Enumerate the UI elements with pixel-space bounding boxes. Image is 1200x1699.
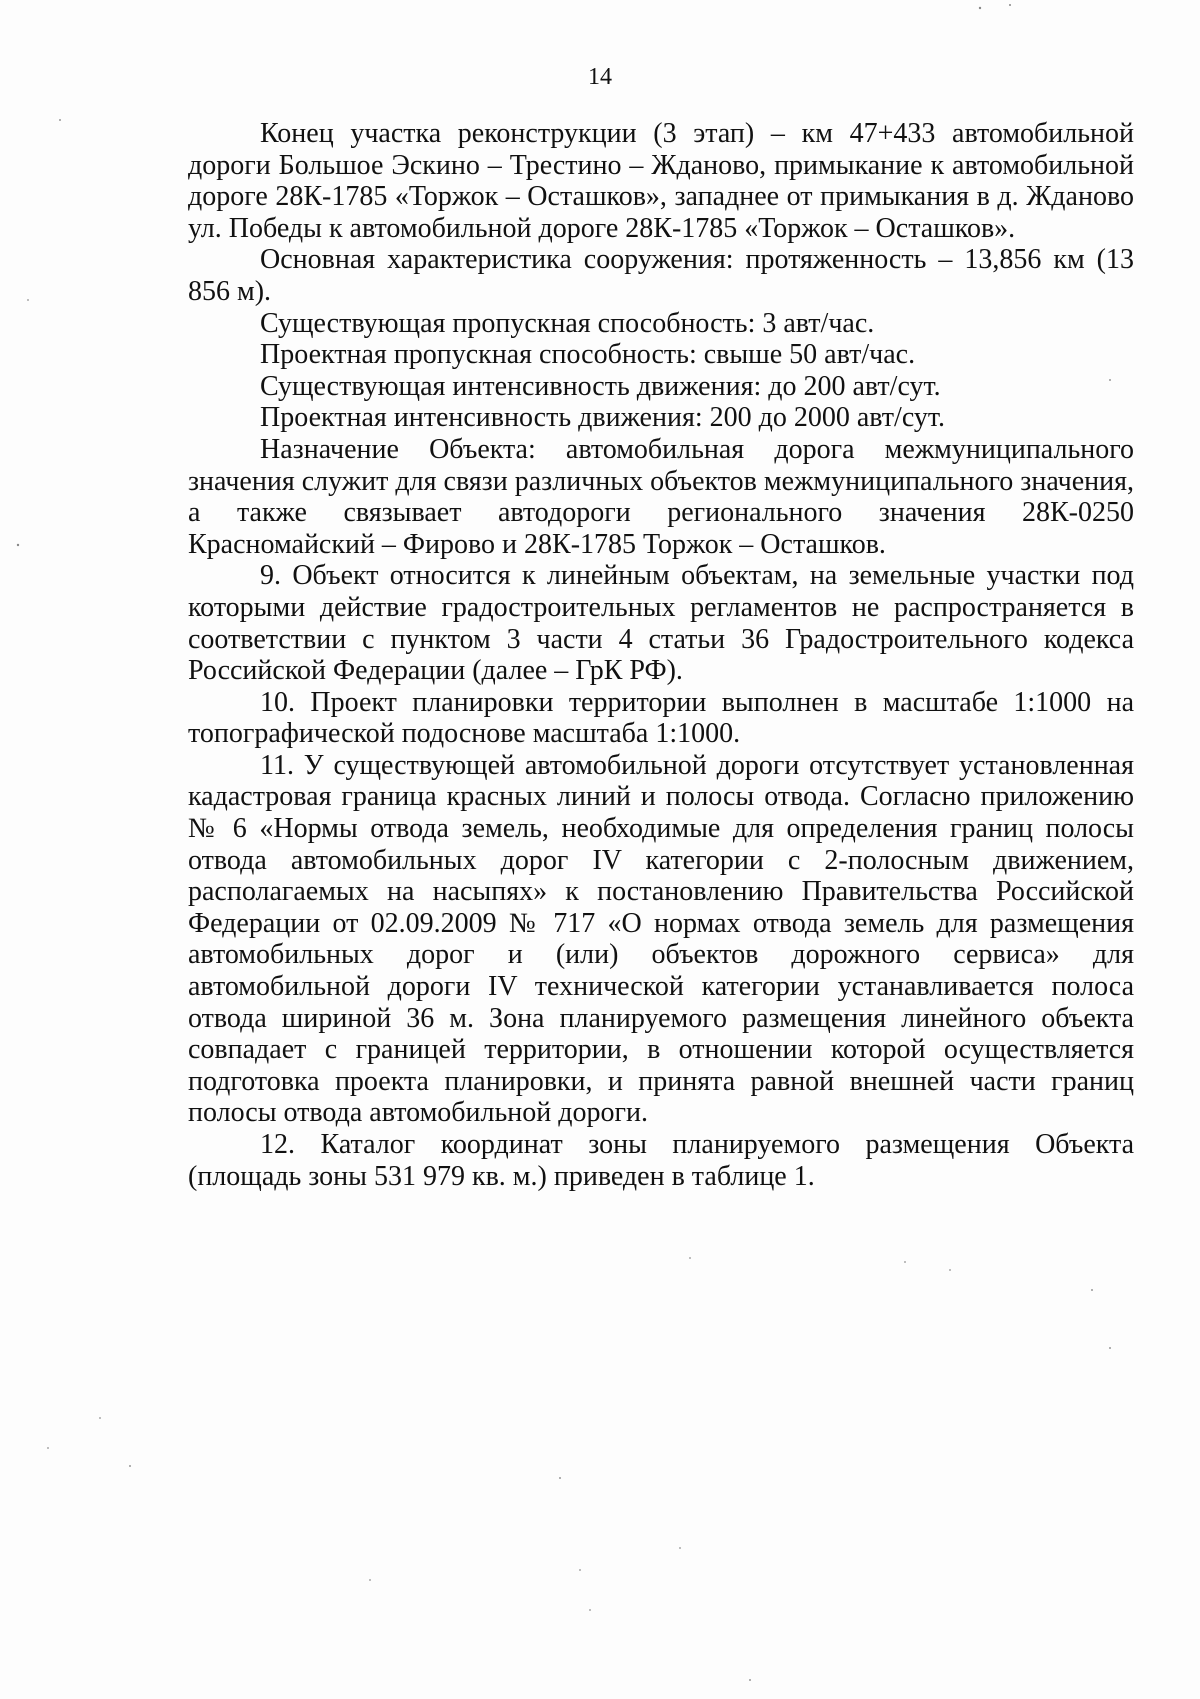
page-number: 14 xyxy=(588,64,612,90)
paragraph-main-characteristic: Основная характеристика сооружения: протяженность – 13,856 км (13 856 м). xyxy=(188,244,1134,307)
paragraph-existing-capacity: Существующая пропускная способность: 3 авт/час. xyxy=(260,307,875,339)
paragraph-item-10: 10. Проект планировки территории выполнен в масштабе 1:1000 на топографической подоснове масштаба 1:1000. xyxy=(188,686,1134,750)
paragraph-road-section-end: Конец участка реконструкции (3 этап) – км 47+433 автомобильной дороги Большое Эскино – Трестино – Жданово, примыкание к автомобильной дороге 28К-1785 «Торжок – Осташков», западнее от примыкания в д. Жданово ул. Победы к автомобильной дороге 28К-1785 «Торжок – Осташков». xyxy=(188,118,1134,244)
paragraph-design-capacity: Проектная пропускная способность: свыше 50 авт/час. xyxy=(260,339,916,371)
paragraph-item-11: 11. У существующей автомобильной дороги отсутствует установленная кадастровая граница красных линий и полосы отвода. Согласно приложению № 6 «Нормы отвода земель, необходимые для определения границ полосы отвода автомобильных дорог IV категории с 2-полосным движением, располагаемых на насыпях» к постановлению Правительства Российской Федерации от 02.09.2009 № 717 «О нормах отвода земель для размещения автомобильных дорог и (или) объектов дорожного сервиса» для автомобильной дороги IV технической категории устанавливается полоса отвода шириной 36 м. Зона планируемого размещения линейного объекта совпадает с границей территории, в отношении которой осуществляется подготовка проекта планировки, и принята равной внешней части границ полосы отвода автомобильной дороги. xyxy=(188,749,1134,1129)
paragraph-item-12: 12. Каталог координат зоны планируемого размещения Объекта (площадь зоны 531 979 кв. м.) приведен в таблице 1. xyxy=(188,1129,1134,1192)
paragraph-item-9: 9. Объект относится к линейным объектам, на земельные участки под которыми действие градостроительных регламентов не распространяется в соответствии с пунктом 3 части 4 статьи 36 Градостроительного кодекса Российской Федерации (далее – ГрК РФ). xyxy=(188,560,1134,687)
document-body xyxy=(188,118,1134,1192)
paragraph-existing-intensity: Существующая интенсивность движения: до 200 авт/сут. xyxy=(260,370,941,402)
paragraph-object-purpose: Назначение Объекта: автомобильная дорога межмуниципального значения служит для связи различных объектов межмуниципального значения, а также связывает автодороги регионального значения 28К-0250 Красномайский – Фирово и 28К-1785 Торжок – Осташков. xyxy=(188,433,1134,560)
paragraph-design-intensity: Проектная интенсивность движения: 200 до 2000 авт/сут. xyxy=(260,402,946,434)
